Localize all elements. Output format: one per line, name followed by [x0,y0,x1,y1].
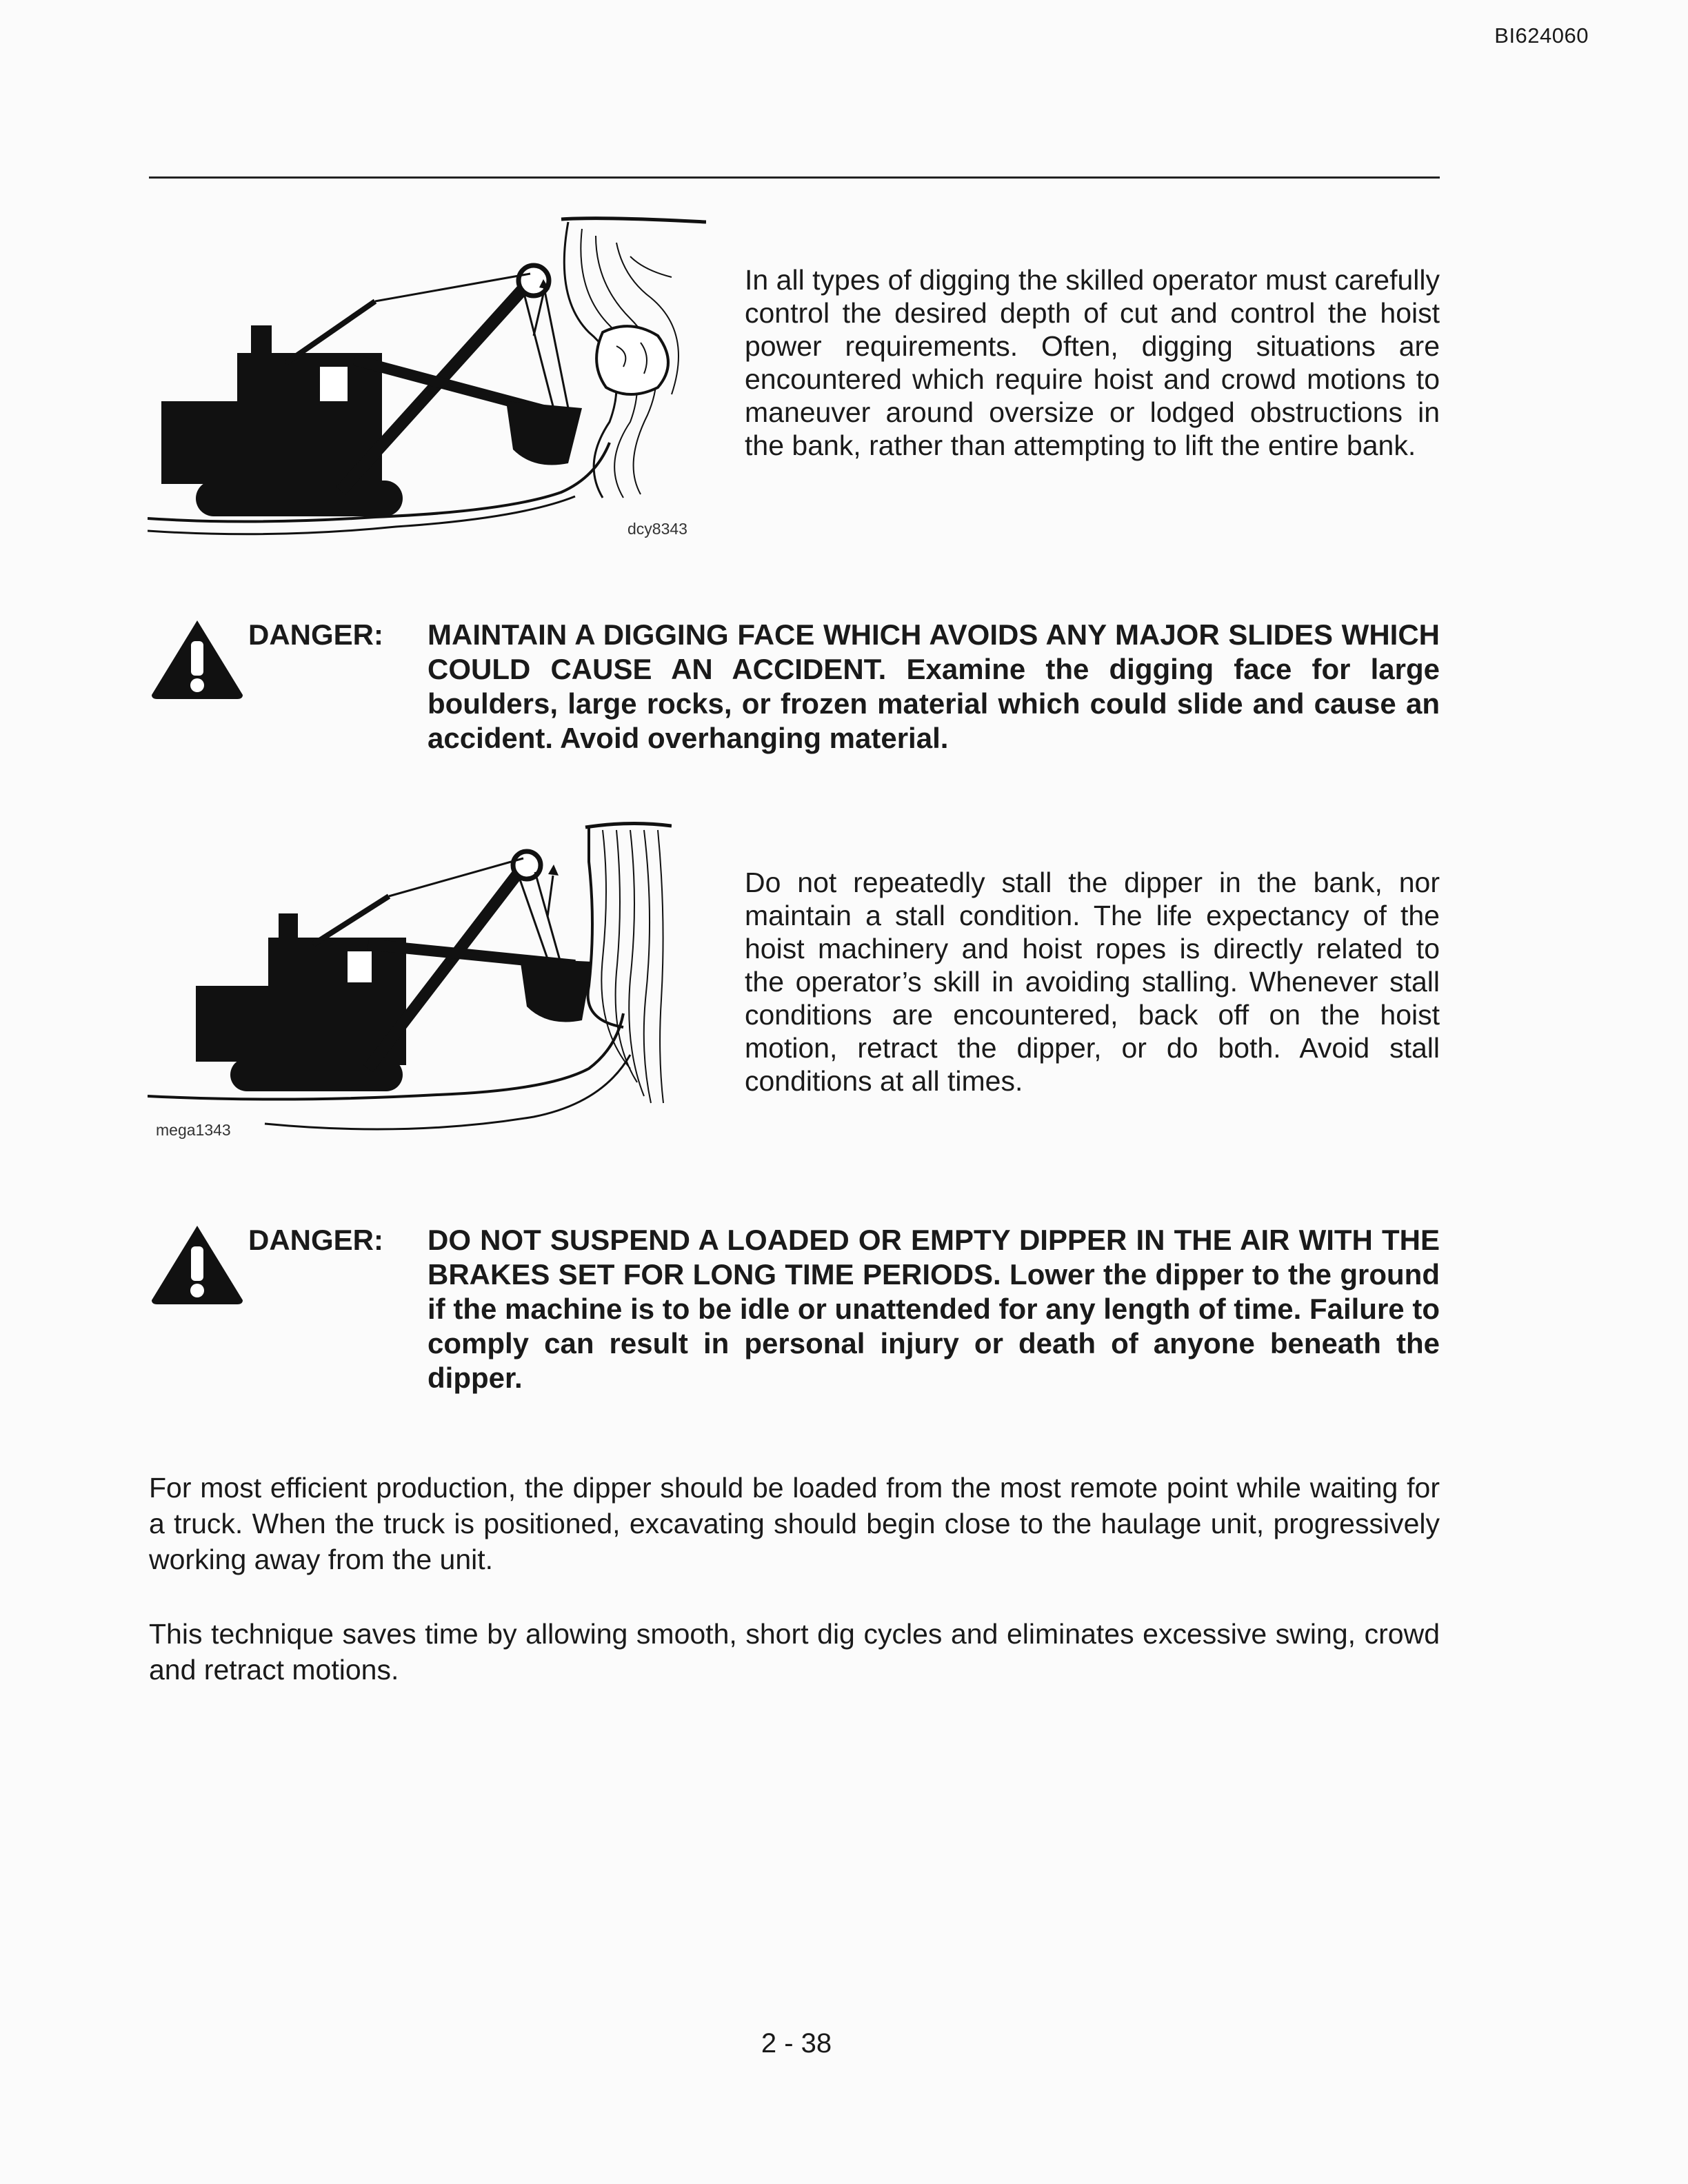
figure-label: dcy8343 [627,520,687,538]
paragraph-stall: Do not repeatedly stall the dipper in the bank, nor maintain a stall condition. The life expectancy of the hoist machinery and hoist ropes is directly related to the operator’s skill in avoiding stalling. Whenever stall conditions are encountered, back off on the hoist motion, retract the dipper, or do both. Avoid stall conditions at all times. [745,867,1440,1097]
danger-label: DANGER: [248,1224,383,1256]
danger-notice-slides [149,618,1440,756]
danger-notice-suspended-dipper [149,1223,1440,1402]
figure-shovel-boulder [148,215,706,546]
shovel-boulder-illustration [148,215,706,546]
warning-triangle-icon [149,618,245,700]
header-rule [149,176,1440,179]
paragraph-digging-control: In all types of digging the skilled operator must carefully control the desired depth of cut and control the hoist power requirements. Often, digging situations are encountered which require hoist and crowd motions to maneuver around oversize or lodged obstructions in the bank, rather than attempting to lift the entire bank. [745,264,1440,461]
shovel-stall-illustration [148,820,672,1144]
warning-triangle-icon [149,1223,245,1306]
danger-label: DANGER: [248,618,383,651]
document-id: BI624060 [1494,23,1589,48]
figure-shovel-stall [148,820,672,1144]
paragraph-production-technique: This technique saves time by allowing smooth, short dig cycles and eliminates excessive swing, crowd and retract motions. [149,1618,1440,1686]
page-number: 2 - 38 [761,2028,832,2059]
paragraph-production-loading: For most efficient production, the dipper should be loaded from the most remote point while waiting for a truck. When the truck is positioned, excavating should begin close to the haulage unit, progressively working away from the unit. [149,1472,1440,1575]
danger-text: DO NOT SUSPEND A LOADED OR EMPTY DIPPER IN THE AIR WITH THE BRAKES SET FOR LONG TIME PERIODS. Lower the dipper to the ground if the machine is to be idle or unattended for any length of time. Failure to comply can result in personal injury or death of anyone beneath the dipper. [428,1224,1440,1394]
danger-text: MAINTAIN A DIGGING FACE WHICH AVOIDS ANY MAJOR SLIDES WHICH COULD CAUSE AN ACCIDENT. Examine the digging face for large boulders, large rocks, or frozen material which could slide and cause an accident. Avoid overhanging material. [428,618,1440,754]
figure-label: mega1343 [156,1121,231,1139]
